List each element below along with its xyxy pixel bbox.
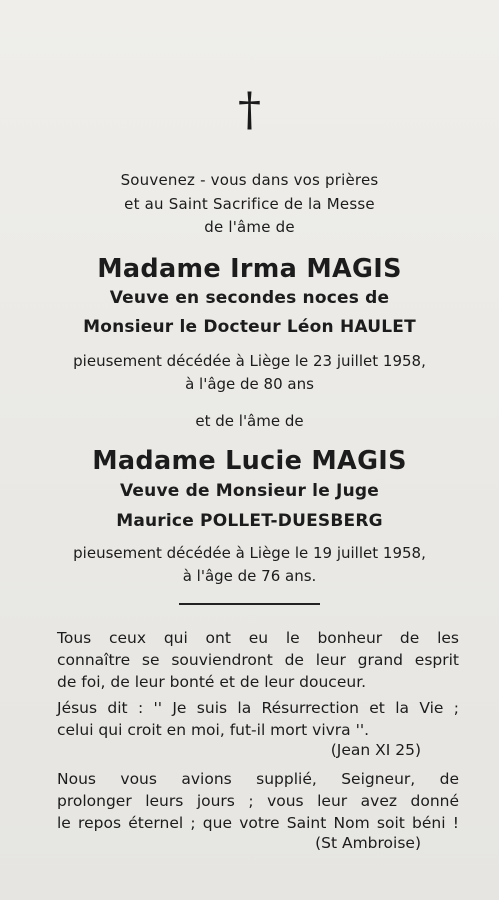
connector-text: et de l'âme de	[195, 412, 304, 430]
person2-age: à l'âge de 76 ans.	[182, 567, 317, 585]
quote-line-1: Jésus dit : '' Je suis la Résurrection et la Vie ;	[57, 699, 459, 717]
prayer-line-1: Nous vous avions supplié, Seigneur, de	[57, 770, 459, 788]
person2-death: pieusement décédée à Liège le 19 juillet 1958,	[73, 544, 426, 562]
intro-line-3: de l'âme de	[204, 218, 295, 236]
person1-title-line-2: Monsieur le Docteur Léon HAULET	[83, 317, 416, 337]
person1-age: à l'âge de 80 ans	[185, 375, 314, 393]
prayer-attribution: (St Ambroise)	[315, 834, 421, 852]
prayer-line-2: prolonger leurs jours ; vous leur avez donné	[57, 792, 459, 810]
tribute-line-1: Tous ceux qui ont eu le bonheur de les	[57, 629, 459, 647]
person2-name: Madame Lucie MAGIS	[92, 446, 407, 476]
person1-death: pieusement décédée à Liège le 23 juillet 1958,	[73, 352, 426, 370]
person2-title-line-1: Veuve de Monsieur le Juge	[120, 481, 379, 501]
divider	[179, 603, 320, 605]
intro-line-1: Souvenez - vous dans vos prières	[120, 171, 379, 189]
person2-title-line-2: Maurice POLLET-DUESBERG	[116, 511, 383, 531]
intro-line-2: et au Saint Sacrifice de la Messe	[124, 195, 375, 213]
cross-icon: †	[238, 82, 261, 136]
prayer-paragraph	[57, 768, 459, 834]
quote-line-2: celui qui croit en moi, fut-il mort vivra ''.	[57, 721, 370, 739]
person1-title-line-1: Veuve en secondes noces de	[109, 288, 390, 308]
tribute-line-3: de foi, de leur bonté et de leur douceur.	[57, 673, 367, 691]
scripture-quote	[57, 697, 459, 741]
tribute-paragraph	[57, 627, 459, 693]
tribute-line-2: connaître se souviendront de leur grand esprit	[57, 651, 459, 669]
prayer-line-3: le repos éternel ; que votre Saint Nom soit béni !	[57, 814, 459, 832]
person1-name: Madame Irma MAGIS	[97, 254, 402, 284]
quote-attribution: (Jean XI 25)	[330, 741, 421, 759]
